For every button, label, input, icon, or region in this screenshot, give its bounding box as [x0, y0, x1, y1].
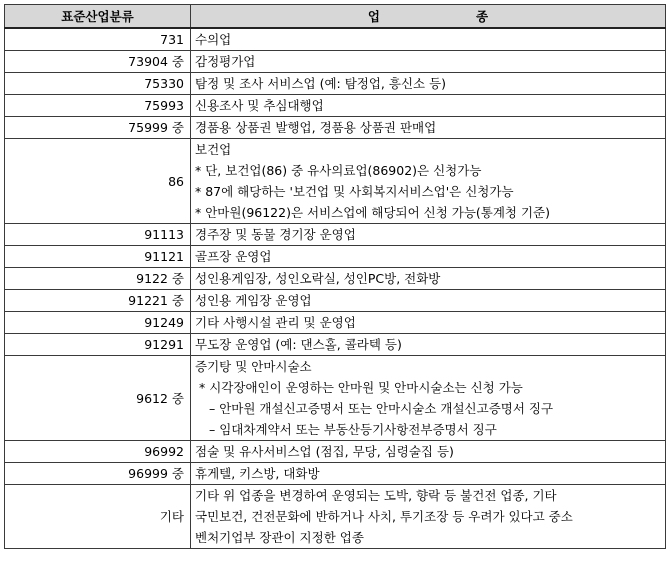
header-business-type — [191, 5, 666, 29]
business-type-line: 감정평가업 — [195, 54, 256, 69]
industry-code-cell: 96999 중 — [5, 463, 191, 485]
table-row — [5, 224, 666, 246]
industry-code-cell: 91221 중 — [5, 290, 191, 312]
business-type-cell — [191, 441, 666, 463]
industry-code-cell: 75993 — [5, 95, 191, 117]
industry-code-cell: 기타 — [5, 485, 191, 549]
business-type-subnote: – 임대차계약서 또는 부동산등기사항전부증명서 징구 — [209, 422, 497, 437]
table-row — [5, 485, 666, 549]
industry-code-cell: 86 — [5, 139, 191, 224]
business-type-line: 성인용게임장, 성인오락실, 성인PC방, 전화방 — [195, 271, 441, 286]
business-type-note: * 87에 해당하는 '보건업 및 사회복지서비스업'은 신청가능 — [195, 184, 514, 199]
business-type-line: 탐정 및 조사 서비스업 (예: 탐정업, 흥신소 등) — [195, 76, 447, 91]
table-row — [5, 441, 666, 463]
business-type-line: 무도장 운영업 (예: 댄스홀, 콜라텍 등) — [195, 337, 402, 352]
table-row — [5, 51, 666, 73]
business-type-cell — [191, 334, 666, 356]
industry-code-cell: 75999 중 — [5, 117, 191, 139]
business-type-line: 증기탕 및 안마시술소 — [195, 359, 312, 374]
business-type-line: 보건업 — [195, 142, 232, 157]
table-body — [5, 28, 666, 549]
business-type-line: 벤처기업부 장관이 지정한 업종 — [195, 530, 364, 545]
table-row — [5, 356, 666, 441]
business-type-cell — [191, 463, 666, 485]
business-type-cell — [191, 312, 666, 334]
business-type-cell — [191, 117, 666, 139]
business-type-note: * 시각장애인이 운영하는 안마원 및 안마시술소는 신청 가능 — [199, 380, 523, 395]
industry-code-cell: 9612 중 — [5, 356, 191, 441]
table-row — [5, 28, 666, 51]
table-row — [5, 268, 666, 290]
industry-code-cell: 9122 중 — [5, 268, 191, 290]
business-type-cell — [191, 485, 666, 549]
industry-code-cell: 91291 — [5, 334, 191, 356]
table-header-row — [5, 5, 666, 29]
business-type-line: 기타 사행시설 관리 및 운영업 — [195, 315, 356, 330]
business-type-note: * 안마원(96122)은 서비스업에 해당되어 신청 가능(통계청 기준) — [195, 205, 551, 220]
industry-code-cell: 73904 중 — [5, 51, 191, 73]
business-type-line: 성인용 게임장 운영업 — [195, 293, 312, 308]
table-row — [5, 246, 666, 268]
business-type-line: 국민보건, 건전문화에 반하거나 사치, 투기조장 등 우려가 있다고 중소 — [195, 509, 573, 524]
header-business-type-b: 종 — [476, 8, 489, 24]
business-type-cell — [191, 28, 666, 51]
business-type-cell — [191, 224, 666, 246]
business-type-cell — [191, 356, 666, 441]
table-row — [5, 312, 666, 334]
table-row — [5, 334, 666, 356]
business-type-subnote: – 안마원 개설신고증명서 또는 안마시술소 개설신고증명서 징구 — [209, 401, 554, 416]
business-type-line: 점술 및 유사서비스업 (점집, 무당, 심령술집 등) — [195, 444, 454, 459]
business-type-cell — [191, 246, 666, 268]
header-industry-code: 표준산업분류 — [5, 5, 191, 29]
table-row — [5, 95, 666, 117]
industry-code-cell: 75330 — [5, 73, 191, 95]
business-type-line: 골프장 운영업 — [195, 249, 272, 264]
restricted-industries-table-wrap — [4, 4, 666, 549]
table-row — [5, 463, 666, 485]
business-type-cell — [191, 73, 666, 95]
industry-code-cell: 91113 — [5, 224, 191, 246]
business-type-cell — [191, 51, 666, 73]
table-row — [5, 73, 666, 95]
table-row — [5, 139, 666, 224]
business-type-cell — [191, 290, 666, 312]
business-type-cell — [191, 268, 666, 290]
business-type-line: 신용조사 및 추심대행업 — [195, 98, 324, 113]
business-type-line: 기타 위 업종을 변경하여 운영되는 도박, 향락 등 불건전 업종, 기타 — [195, 488, 557, 503]
business-type-line: 경주장 및 동물 경기장 운영업 — [195, 227, 356, 242]
business-type-line: 휴게텔, 키스방, 대화방 — [195, 466, 320, 481]
industry-code-cell: 91121 — [5, 246, 191, 268]
industry-code-cell: 96992 — [5, 441, 191, 463]
industry-code-cell: 91249 — [5, 312, 191, 334]
business-type-cell — [191, 95, 666, 117]
business-type-line: 수의업 — [195, 32, 232, 47]
business-type-line: 경품용 상품권 발행업, 경품용 상품권 판매업 — [195, 120, 437, 135]
header-business-type-a: 업 — [367, 8, 380, 24]
business-type-note: * 단, 보건업(86) 중 유사의료업(86902)은 신청가능 — [195, 163, 482, 178]
restricted-industries-table — [4, 4, 666, 549]
industry-code-cell: 731 — [5, 28, 191, 51]
business-type-cell — [191, 139, 666, 224]
table-row — [5, 117, 666, 139]
table-row — [5, 290, 666, 312]
